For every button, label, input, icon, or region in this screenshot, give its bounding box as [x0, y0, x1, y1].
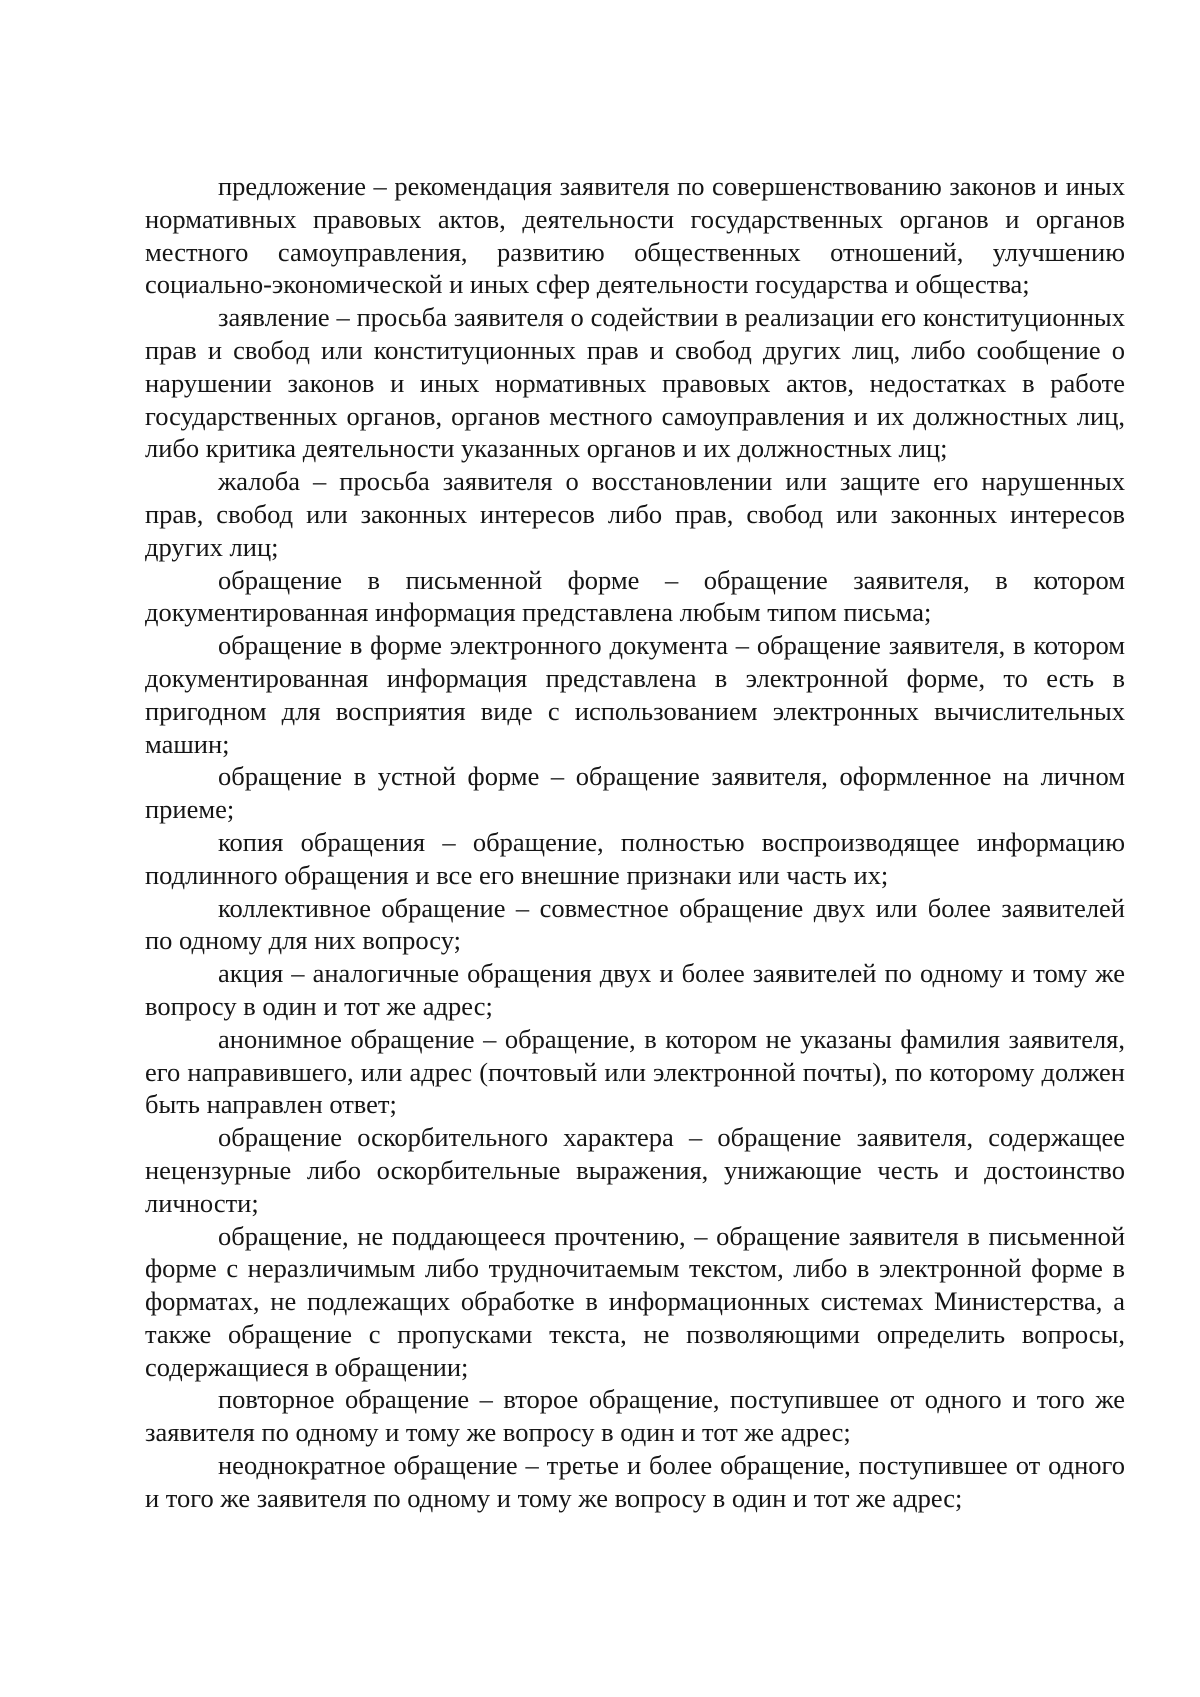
paragraph-zhaloba: жалоба – просьба заявителя о восстановлении или защите его нарушенных прав, свобод или законных интересов либо прав, свобод или законных интересов других лиц; [145, 466, 1125, 562]
paragraph-kollektivnoe-obrashchenie: коллективное обращение – совместное обращение двух или более заявителей по одному для них вопросу; [145, 892, 1125, 956]
paragraph-anonimnoe-obrashchenie: анонимное обращение – обращение, в котором не указаны фамилия заявителя, его направившего, или адрес (почтовый или электронной почты), по которому должен быть направлен ответ; [145, 1023, 1125, 1120]
paragraph-zayavlenie: заявление – просьба заявителя о содействии в реализации его конституционных прав и свобод или конституционных прав и свобод других лиц, либо сообщение о нарушении законов и иных нормативных правовых актов, недостатках в работе государственных органов, органов местного самоуправления и их должностных лиц, либо критика деятельности указанных органов и их должностных лиц; [145, 302, 1125, 464]
paragraph-elektronny-dokument: обращение в форме электронного документа – обращение заявителя, в котором документированная информация представлена в электронной форме, то есть в пригодном для восприятия виде с использованием электронных вычислительных машин; [145, 630, 1125, 759]
paragraph-kopiya-obrashcheniya: копия обращения – обращение, полностью воспроизводящее информацию подлинного обращения и все его внешние признаки или часть их; [145, 826, 1125, 890]
paragraph-predlozhenie: предложение – рекомендация заявителя по совершенствованию законов и иных нормативных правовых актов, деятельности государственных органов и органов местного самоуправления, развитию общественных отношений, улучшению социально-экономической и иных сфер деятельности государства и общества; [145, 171, 1125, 300]
paragraph-neodnokratnoe-obrashchenie: неоднократное обращение – третье и более обращение, поступившее от одного и того же заявителя по одному и тому же вопросу в один и тот же адрес; [145, 1450, 1125, 1513]
paragraph-ne-poddayushcheesya-prochteniyu: обращение, не поддающееся прочтению, – обращение заявителя в письменной форме с неразличимым либо трудночитаемым текстом, либо в электронной форме в форматах, не подлежащих обработке в информационных системах Министерства, а также обращение с пропусками текста, не позволяющими определить вопросы, содержащиеся в обращении; [145, 1220, 1125, 1382]
paragraph-akciya: акция – аналогичные обращения двух и более заявителей по одному и тому же вопросу в один и тот же адрес; [145, 958, 1125, 1021]
document-body [145, 170, 1125, 1515]
paragraph-povtornoe-obrashchenie: повторное обращение – второе обращение, поступившее от одного и того же заявителя по одному и тому же вопросу в один и тот же адрес; [145, 1384, 1125, 1448]
paragraph-ustnaya-forma: обращение в устной форме – обращение заявителя, оформленное на личном приеме; [145, 761, 1125, 825]
paragraph-oskorbitelnyj-harakter: обращение оскорбительного характера – обращение заявителя, содержащее нецензурные либо оскорбительные выражения, унижающие честь и достоинство личности; [145, 1122, 1125, 1218]
paragraph-pismennaya-forma: обращение в письменной форме – обращение заявителя, в котором документированная информация представлена любым типом письма; [145, 564, 1125, 628]
